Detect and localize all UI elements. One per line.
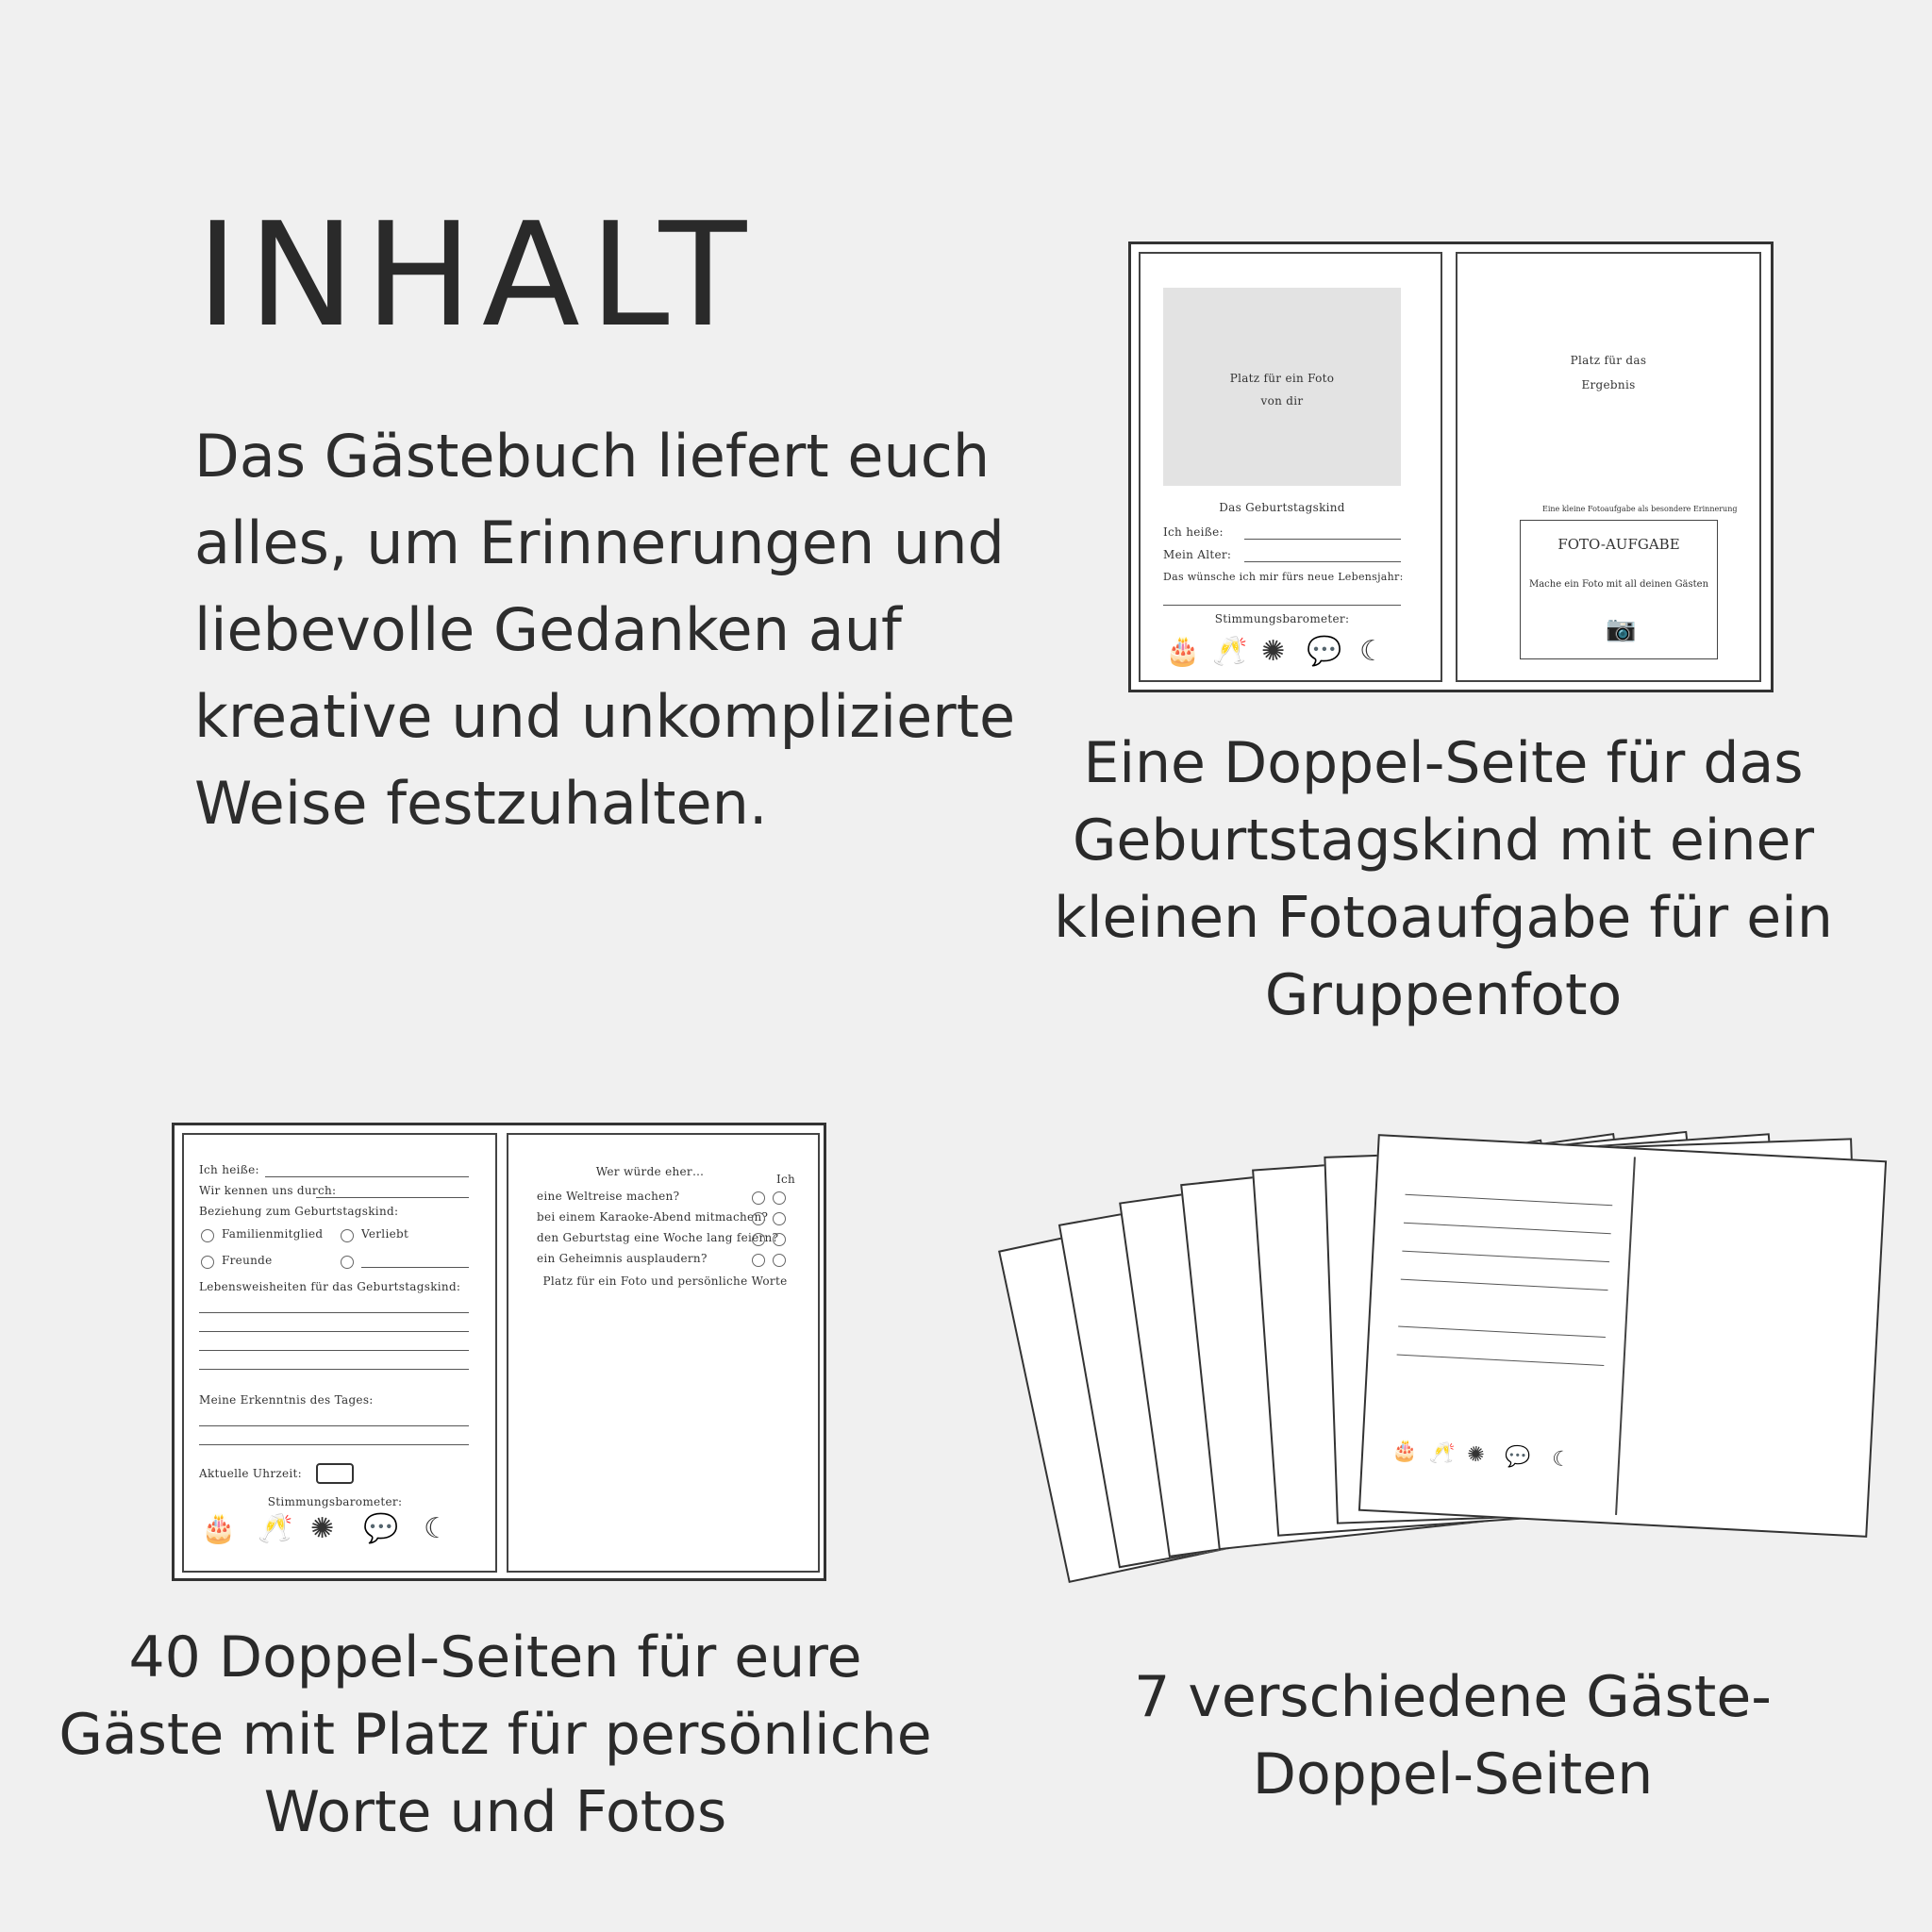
task-title: FOTO-AUFGABE bbox=[1557, 536, 1680, 553]
mood-label: Stimmungsbarometer: bbox=[1214, 612, 1350, 625]
cake-icon: 🎂 bbox=[1165, 635, 1201, 668]
radio-other bbox=[341, 1256, 354, 1269]
birthday-spread-mockup bbox=[1128, 242, 1774, 692]
question-3: den Geburtstag eine Woche lang feiern? bbox=[537, 1231, 779, 1244]
guest-spread-mockup bbox=[172, 1123, 826, 1581]
radio-friends bbox=[201, 1256, 214, 1269]
speech-bubbles-icon: 💬 bbox=[1504, 1444, 1532, 1471]
task-note: Eine kleine Fotoaufgabe als besondere Erinnerung bbox=[1542, 505, 1738, 513]
question-1: eine Weltreise machen? bbox=[537, 1190, 680, 1203]
speech-bubbles-icon: 💬 bbox=[1307, 635, 1342, 668]
disco-ball-icon: ✺ bbox=[310, 1512, 335, 1545]
champagne-icon: 🥂 bbox=[258, 1512, 293, 1545]
guest-right-page bbox=[507, 1133, 820, 1573]
result-placeholder-text: Platz für das Ergebnis bbox=[1570, 354, 1647, 391]
camera-icon: 📷 bbox=[1606, 615, 1637, 643]
wisdom-label: Lebensweisheiten für das Geburtstagskind: bbox=[199, 1280, 461, 1293]
caption-birthday-spread: Eine Doppel-Seite für das Geburtstagskind mit einer kleinen Fotoaufgabe für ein Gruppenfoto bbox=[1054, 730, 1833, 1028]
guest-name-label: Ich heiße: bbox=[199, 1163, 259, 1176]
moon-sleep-icon: ☾ bbox=[424, 1512, 449, 1545]
name-label: Ich heiße: bbox=[1163, 525, 1224, 539]
cake-icon: 🎂 bbox=[201, 1512, 237, 1545]
caption-variety: 7 verschiedene Gäste-Doppel-Seiten bbox=[1134, 1664, 1772, 1807]
who-title: Wer würde eher… bbox=[595, 1165, 705, 1178]
photo-task-box bbox=[1520, 520, 1718, 659]
birthday-left-page bbox=[1139, 252, 1442, 682]
guest-left-page bbox=[182, 1133, 497, 1573]
time-label: Aktuelle Uhrzeit: bbox=[199, 1467, 302, 1480]
moon-sleep-icon: ☾ bbox=[1359, 635, 1385, 668]
birthday-right-page bbox=[1456, 252, 1761, 682]
opt-love-label: Verliebt bbox=[361, 1227, 409, 1241]
guest-known-label: Wir kennen uns durch: bbox=[199, 1184, 337, 1197]
radio-family bbox=[201, 1229, 214, 1242]
radio-love bbox=[341, 1229, 354, 1242]
opt-family-label: Familienmitglied bbox=[222, 1227, 324, 1241]
birthday-section-title: Das Geburtstagskind bbox=[1219, 501, 1345, 514]
disco-ball-icon: ✺ bbox=[1261, 635, 1286, 668]
question-4: ein Geheimnis ausplaudern? bbox=[537, 1252, 708, 1265]
caption-guest-spread: 40 Doppel-Seiten für eure Gäste mit Platz für persönliche Worte und Fotos bbox=[58, 1624, 932, 1845]
disco-ball-icon: ✺ bbox=[1466, 1442, 1486, 1468]
intro-text: Das Gästebuch liefert euch alles, um Erinnerungen und liebevolle Gedanken auf kreative und unkomplizierte Weise festzuhalten. bbox=[194, 422, 1016, 838]
cake-icon: 🎂 bbox=[1391, 1439, 1419, 1464]
task-text: Mache ein Foto mit all deinen Gästen bbox=[1528, 579, 1709, 590]
fan-page-7 bbox=[1358, 1134, 1887, 1538]
photo-words-label: Platz für ein Foto und persönliche Worte bbox=[542, 1274, 788, 1288]
speech-bubbles-icon: 💬 bbox=[363, 1512, 399, 1545]
wish-label: Das wünsche ich mir fürs neue Lebensjahr: bbox=[1163, 571, 1404, 583]
age-label: Mein Alter: bbox=[1163, 548, 1232, 561]
clock-icon bbox=[316, 1463, 354, 1484]
guest-relation-label: Beziehung zum Geburtstagskind: bbox=[199, 1205, 399, 1218]
page-title: INHALT bbox=[196, 192, 757, 358]
opt-friends-label: Freunde bbox=[222, 1254, 273, 1267]
question-2: bei einem Karaoke-Abend mitmachen? bbox=[537, 1210, 769, 1224]
me-label: Ich bbox=[776, 1173, 796, 1186]
fanned-pages-mockup bbox=[1009, 1094, 1915, 1585]
guest-mood-label: Stimmungsbarometer: bbox=[267, 1495, 403, 1508]
moon-sleep-icon: ☾ bbox=[1551, 1447, 1572, 1473]
champagne-icon: 🥂 bbox=[1428, 1441, 1457, 1466]
insight-label: Meine Erkenntnis des Tages: bbox=[199, 1393, 374, 1407]
champagne-icon: 🥂 bbox=[1212, 635, 1248, 668]
photo-placeholder-text: Platz für ein Foto von dir bbox=[1229, 372, 1335, 408]
